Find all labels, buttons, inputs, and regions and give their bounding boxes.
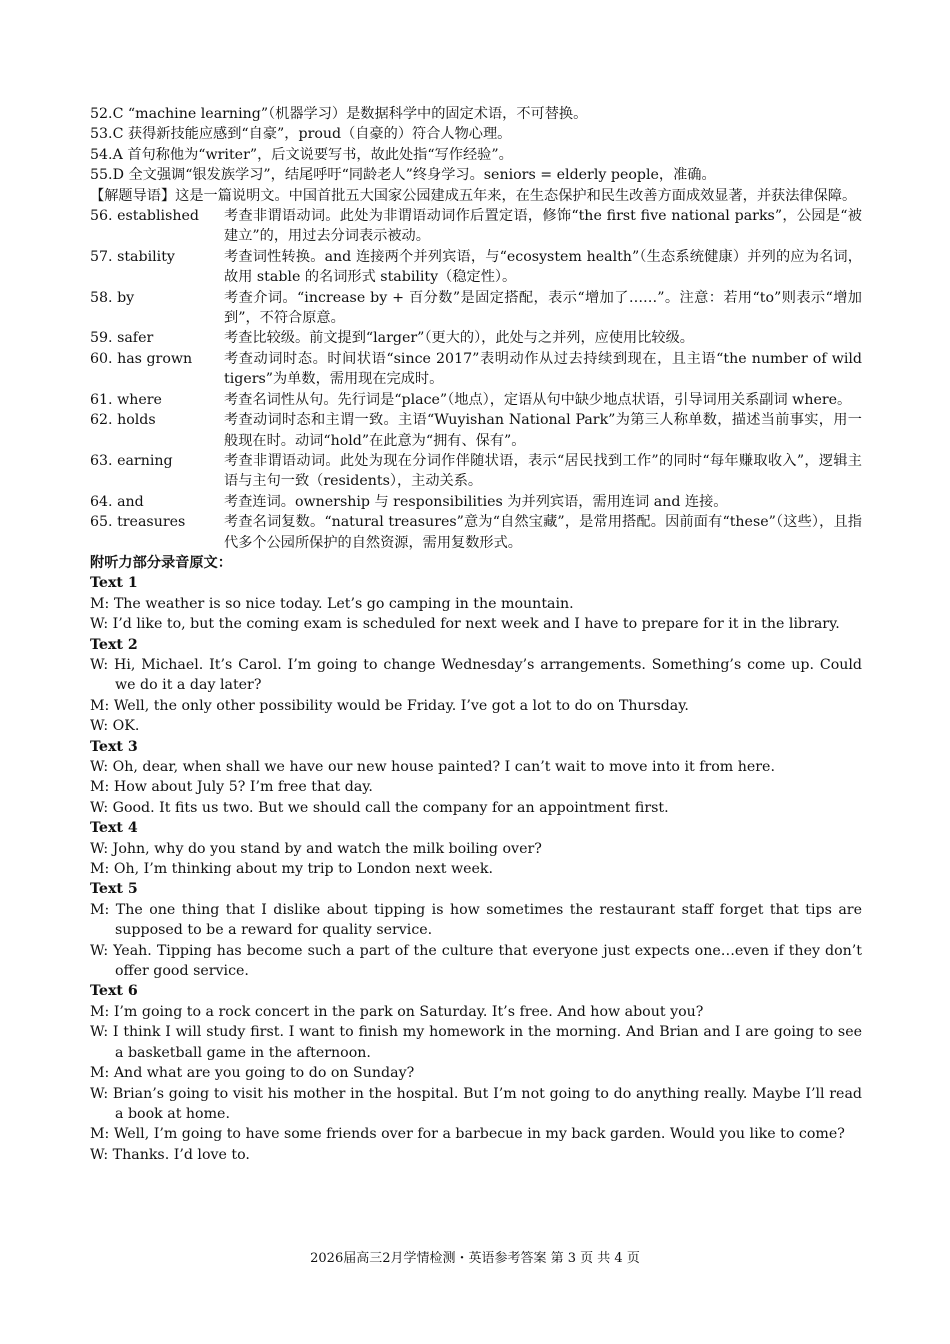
- fill-explanation: 考查动词时态。时间状语“since 2017”表明动作从过去持续到现在，且主语“the number of wild tigers”为单数，需用现在完成时。: [224, 350, 862, 388]
- passage-guide: 【解题导语】这是一篇说明文。中国首批五大国家公园建成五年来，在生态保护和民生改善方面成效显著，并获法律保障。: [90, 187, 857, 204]
- answer-52: 52.C “machine learning”（机器学习）是数据科学中的固定术语，不可替换。: [90, 106, 588, 122]
- page-footer: 2026届高三2月学情检测・英语参考答案 第 3 页 共 4 页: [310, 1251, 640, 1266]
- dialogue-line: W: John, why do you stand by and watch the milk boiling over?: [90, 840, 542, 857]
- fill-explanation: 考查动词时态和主谓一致。主语“Wuyishan National Park”为第三人称单数，描述当前事实，用一般现在时。动词“hold”在此意为“拥有、保有”。: [224, 412, 862, 449]
- fill-item-61: [90, 390, 862, 410]
- dialogue-line: W: Good. It fits us two. But we should call the company for an appointment first.: [90, 799, 669, 816]
- fill-explanation: 考查词性转换。and 连接两个并列宾语，与“ecosystem health”（生态系统健康）并列的应为名词，故用 stable 的名词形式 stability（稳定性）。: [224, 248, 862, 286]
- fill-answer: 58. by: [90, 289, 135, 306]
- text-6-title: Text 6: [90, 983, 138, 1000]
- text-1-title: Text 1: [90, 575, 138, 592]
- fill-explanation: 考查连词。ownership 与 responsibilities 为并列宾语，需用连词 and 连接。: [224, 493, 728, 510]
- dialogue-line: M: Well, the only other possibility would be Friday. I’ve got a lot to do on Thursday.: [90, 697, 689, 714]
- dialogue-line: W: Oh, dear, when shall we have our new house painted? I can’t wait to move into it from here.: [90, 759, 775, 775]
- dialogue-line: W: I think I will study first. I want to finish my homework in the morning. And Brian and I are going to see a basketball game in the afternoon.: [90, 1024, 862, 1061]
- fill-item-60: [90, 349, 862, 390]
- text-4-title: Text 4: [90, 820, 138, 837]
- fill-answer: 62. holds: [90, 412, 156, 429]
- dialogue-line: W: I’d like to, but the coming exam is scheduled for next week and I have to prepare for it in the library.: [90, 616, 840, 633]
- dialogue-line: M: And what are you going to do on Sunday?: [90, 1065, 415, 1082]
- fill-explanation: 考查名词复数。“natural treasures”意为“自然宝藏”，是常用搭配。因前面有“these”（这些），且指代多个公园所保护的自然资源，需用复数形式。: [224, 514, 862, 551]
- listening-script-heading: 附听力部分录音原文：: [90, 554, 232, 571]
- fill-item-65: [90, 512, 862, 553]
- dialogue-line: W: Hi, Michael. It’s Carol. I’m going to change Wednesday’s arrangements. Something’s come up. Could we do it a day later?: [90, 656, 862, 694]
- fill-explanation: 考查非谓语动词。此处为非谓语动词作后置定语，修饰“the first five national parks”，公园是“被建立”的，用过去分词表示被动。: [224, 208, 862, 245]
- fill-answer: 57. stability: [90, 248, 175, 265]
- fill-answer: 63. earning: [90, 452, 173, 469]
- fill-explanation: 考查非谓语动词。此处为现在分词作伴随状语，表示“居民找到工作”的同时“每年赚取收入”，逻辑主语与主句一致（residents），主动关系。: [224, 452, 862, 490]
- fill-answer: 64. and: [90, 493, 144, 510]
- dialogue-line: M: I’m going to a rock concert in the park on Saturday. It’s free. And how about you?: [90, 1003, 704, 1020]
- dialogue-line: W: OK.: [90, 718, 140, 735]
- fill-item-57: [90, 247, 862, 288]
- dialogue-line: M: The one thing that I dislike about tipping is how sometimes the restaurant staff forget that tips are supposed to be a reward for quality service.: [90, 901, 862, 939]
- fill-explanation: 考查介词。“increase by + 百分数”是固定搭配，表示“增加了……”。注意：若用“to”则表示“增加到”，不符合原意。: [224, 289, 862, 327]
- fill-item-58: [90, 288, 862, 329]
- fill-answer: 59. safer: [90, 330, 154, 347]
- fill-item-64: [90, 492, 862, 512]
- fill-item-56: [90, 206, 862, 247]
- dialogue-line: W: Brian’s going to visit his mother in the hospital. But I’m not going to do anything really. Maybe I’ll read a book at home.: [90, 1085, 862, 1122]
- fill-answer: 60. has grown: [90, 350, 193, 367]
- fill-answer: 65. treasures: [90, 514, 186, 531]
- fill-item-59: [90, 328, 862, 348]
- dialogue-line: W: Thanks. I’d love to.: [90, 1146, 250, 1163]
- text-5-title: Text 5: [90, 881, 138, 898]
- dialogue-line: M: Well, I’m going to have some friends over for a barbecue in my back garden. Would you like to come?: [90, 1126, 845, 1143]
- answer-55: 55.D 全文强调“银发族学习”，结尾呼吁“同龄老人”终身学习。seniors = elderly people，准确。: [90, 167, 716, 184]
- fill-item-62: [90, 410, 862, 451]
- text-3-title: Text 3: [90, 738, 138, 755]
- dialogue-line: M: How about July 5? I’m free that day.: [90, 779, 373, 796]
- dialogue-line: M: Oh, I’m thinking about my trip to London next week.: [90, 861, 493, 878]
- fill-explanation: 考查名词性从句。先行词是“place”（地点），定语从句中缺少地点状语，引导词用关系副词 where。: [224, 391, 852, 408]
- answer-54: 54.A 首句称他为“writer”，后文说要写书，故此处指“写作经验”。: [90, 146, 513, 163]
- fill-explanation: 考查比较级。前文提到“larger”（更大的），此处与之并列，应使用比较级。: [224, 330, 694, 347]
- fill-answer: 61. where: [90, 391, 162, 408]
- fill-item-63: [90, 451, 862, 492]
- fill-answer: 56. established: [90, 208, 199, 225]
- dialogue-line: W: Yeah. Tipping has become such a part of the culture that everyone just expects one…even if they don’t offer good service.: [90, 942, 862, 980]
- answer-key-page: [90, 104, 862, 1165]
- answer-53: 53.C 获得新技能应感到“自豪”，proud（自豪的）符合人物心理。: [90, 126, 512, 143]
- text-2-title: Text 2: [90, 636, 138, 653]
- dialogue-line: M: The weather is so nice today. Let’s go camping in the mountain.: [90, 595, 574, 612]
